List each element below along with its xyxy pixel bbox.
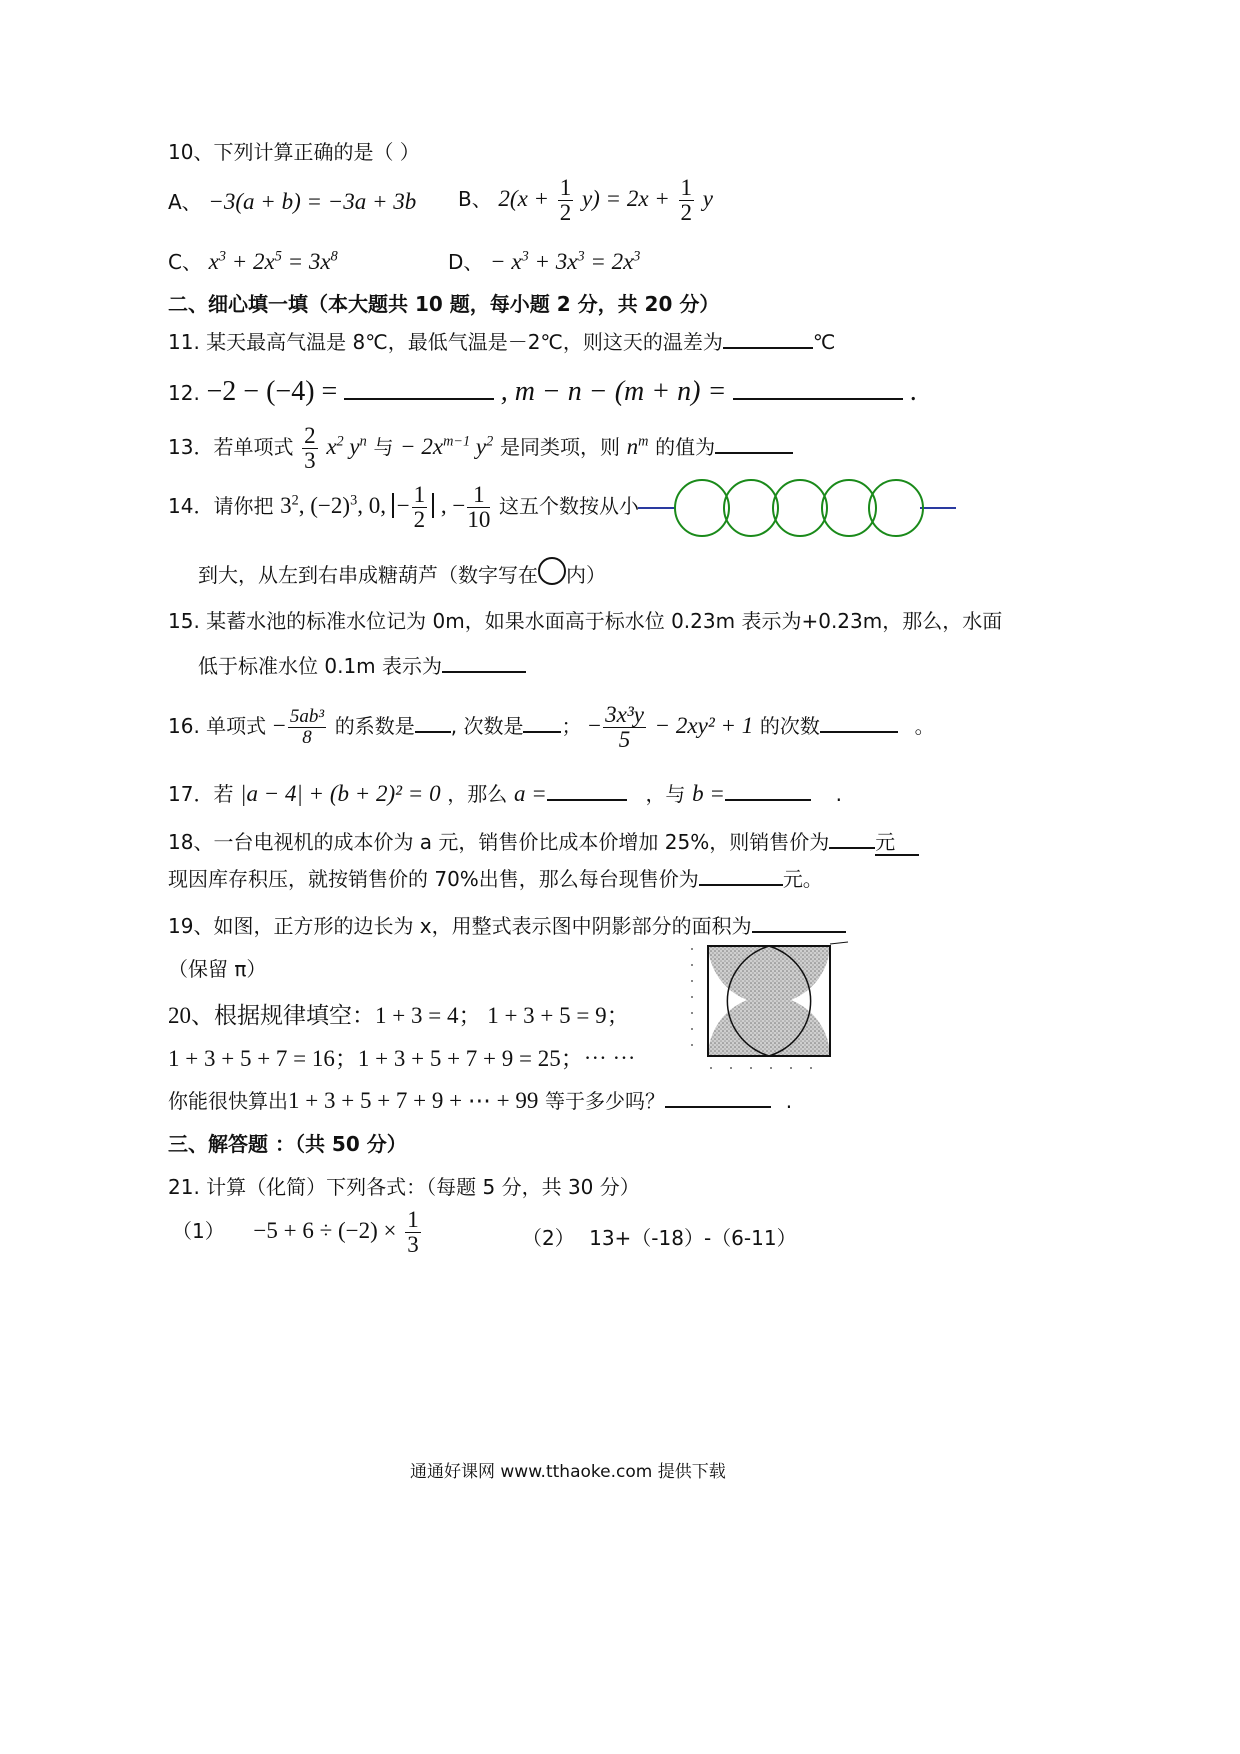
q16-mid-1: 的系数是 [334, 714, 415, 739]
q16-fraction-2: $\frac{\text{3x³y}}{5}$ [605, 702, 644, 753]
q13-post: 是同类项，则 [499, 435, 620, 460]
q20-line-3 [168, 1085, 792, 1114]
q21-p1-expr: −5 + 6 ÷ (−2) × [253, 1218, 397, 1244]
q17-expr: |a − 4| + (b + 2)² = 0 [240, 781, 441, 806]
q10-c-label: C、 [168, 250, 202, 274]
q17-blank-a[interactable] [547, 779, 627, 801]
q21-part-1 [172, 1208, 423, 1257]
q16-fraction-1: $\frac{\text{5ab³}}{8}$ [289, 706, 325, 749]
q13-power: $n^m$ [626, 433, 649, 460]
q19-line1-text: 19、如图，正方形的边长为 x，用整式表示图中阴影部分的面积为 [168, 914, 752, 938]
q12-end: . [909, 376, 917, 407]
q16-blank-poly-degree[interactable] [820, 711, 898, 733]
shaded-region-bottom [708, 996, 830, 1056]
q20-line3-pre: 你能很快算出 [168, 1089, 288, 1113]
q16-mid-2: , 次数是 [450, 714, 524, 739]
q11-text: 11. 某天最高气温是 8℃，最低气温是－2℃，则这天的温差为 [168, 330, 723, 354]
q17-mid-2: ，与 [645, 782, 686, 806]
corner-tick [830, 942, 848, 944]
q19-line-1 [168, 910, 846, 939]
gourd-circle-2[interactable] [724, 480, 778, 536]
shaded-region-top [708, 946, 830, 1004]
q16-mid-3: ； [561, 714, 582, 739]
section-3-heading: 三、解答题 ：（共 50 分） [168, 1132, 407, 1156]
q12-number: 12. [168, 381, 200, 405]
q20-line3-post: 等于多少吗？ [545, 1089, 666, 1113]
q21-p2-expr: 13+（-18）-（6-11） [589, 1226, 797, 1250]
q18-line1-text: 18、一台电视机的成本价为 a 元，销售价比成本价增加 25%，则销售价为 [168, 830, 830, 854]
q12-expr-1: −2 − (−4) = [206, 376, 338, 407]
q14-numbers: $3^2$, $(-2)^3$, 0, [280, 492, 392, 518]
q16: 16. 单项式 − $\frac{\text{5ab³}}{8}$ 的系数是 , 次数是 ； − $\frac{\text{3x³y}}{5}$ − 2xy² + 1 的次数 。 [168, 702, 935, 753]
q18-unit-2: 元。 [782, 867, 823, 891]
q10-option-a [168, 186, 416, 215]
square-shaded-area-figure [682, 938, 852, 1078]
q20-line-2: 1 + 3 + 5 + 7 = 16；1 + 3 + 5 + 7 + 9 = 25；⋯ ⋯ [168, 1046, 636, 1071]
q13-mid: 与 [373, 435, 394, 460]
q11-unit: ℃ [812, 330, 836, 354]
q14-pre: 14．请你把 [168, 493, 274, 518]
q21-p2-label: （2） [522, 1226, 575, 1250]
q19-line-2: （保留 π） [168, 957, 267, 981]
q16-mid-5: 的次数 [759, 714, 820, 739]
q14-last-number: , − $\frac{1}{10}$ [440, 482, 491, 533]
gourd-circle-3[interactable] [773, 480, 827, 536]
gourd-circle-4[interactable] [822, 480, 876, 536]
q17-a: a = [513, 781, 547, 806]
q20-line3-expr: 1 + 3 + 5 + 7 + 9 + ⋯ + 99 [288, 1088, 539, 1113]
q18-line-1 [168, 826, 919, 855]
q16-blank-coefficient[interactable] [415, 711, 451, 733]
gourd-circle-5[interactable] [869, 480, 923, 536]
q14-line-1 [168, 483, 639, 532]
q10-d-label: D、 [448, 250, 484, 274]
q13-tail: 的值为 [655, 435, 716, 460]
q18-blank-1[interactable] [829, 827, 875, 849]
q10-b-fraction-2: $\frac{1}{2}$ [680, 175, 692, 226]
q21-p1-fraction: $\frac{1}{3}$ [407, 1207, 419, 1258]
q17 [168, 778, 842, 807]
q10-d-expr: − $x^3 + 3x^3 = 2x^3$ [490, 248, 641, 274]
q16-polynomial-rest: − 2xy² + 1 [654, 713, 754, 739]
q10-c-expr: $x^3 + 2x^5 = 3x^8$ [208, 248, 338, 274]
q11 [168, 326, 835, 355]
q17-b: b = [692, 781, 725, 806]
q14-circle-icon [538, 557, 566, 585]
q18-blank-2[interactable] [699, 864, 783, 886]
q16-blank-degree[interactable] [523, 711, 561, 733]
q10-a-expr: −3(a + b) = −3a + 3b [208, 189, 417, 214]
q15-line-1: 15. 某蓄水池的标准水位记为 0m，如果水面高于标水位 0.23m 表示为+0.23m，那么，水面 [168, 609, 1003, 633]
q14-line-2 [198, 557, 606, 588]
q12-blank-1[interactable] [344, 378, 494, 400]
q18-unit-1: 元 [875, 830, 919, 856]
q10-b-pre: 2(x + [498, 186, 550, 212]
q10-option-c [168, 246, 338, 275]
q20-end: . [785, 1089, 793, 1113]
q21-p1-label: （1） [172, 1219, 225, 1244]
q10-b-label: B、 [458, 187, 492, 212]
tanghulu-diagram [638, 478, 958, 542]
q21-part-2 [522, 1222, 797, 1251]
q12-blank-2[interactable] [733, 378, 903, 400]
q15-line2-text: 低于标准水位 0.1m 表示为 [198, 654, 443, 678]
q17-mid-1: ，那么 [447, 782, 508, 806]
q10-option-b [458, 176, 713, 225]
section-2-heading: 二、细心填一填（本大题共 10 题，每小题 2 分，共 20 分） [168, 292, 720, 316]
q18-line-2 [168, 863, 823, 892]
gourd-circle-1[interactable] [675, 480, 729, 536]
q10-b-post: y [702, 186, 713, 212]
q16-end: 。 [914, 714, 935, 739]
q21-stem: 21. 计算（化简）下列各式：（每题 5 分，共 30 分） [168, 1175, 640, 1199]
q13-monomial-2: − $2x^{m-1}$ $y^2$ [400, 433, 494, 460]
q20-line-1: 20、根据规律填空：1 + 3 = 4； 1 + 3 + 5 = 9； [168, 1003, 630, 1028]
q18-line2-text: 现因库存积压，就按销售价的 70%出售，那么每台现售价为 [168, 867, 699, 891]
q14-line2-post: 内） [566, 563, 606, 587]
q10-b-fraction-1: $\frac{1}{2}$ [559, 175, 572, 226]
q12-expr-2: , m − n − (m + n) = [500, 376, 727, 407]
q13-monomial-1: $x^2$ $y^n$ [326, 433, 367, 460]
q13-blank[interactable] [715, 432, 793, 454]
q13 [168, 424, 793, 473]
q15-blank[interactable] [442, 651, 526, 673]
q15-line-2 [198, 650, 526, 679]
q11-blank[interactable] [723, 327, 813, 349]
q17-blank-b[interactable] [725, 779, 811, 801]
q10-stem: 10、下列计算正确的是（ ） [168, 140, 420, 164]
q10-option-d [448, 246, 640, 275]
q13-fraction: $\frac{2}{3}$ [304, 423, 316, 474]
q10-b-mid: y) = 2x + [581, 186, 670, 212]
q13-pre: 13．若单项式 [168, 435, 294, 460]
q19-blank[interactable] [752, 911, 846, 933]
q17-end: . [835, 782, 842, 806]
q17-pre: 17．若 [168, 782, 234, 806]
q14-line2-pre: 到大，从左到右串成糖葫芦（数字写在 [198, 563, 538, 587]
q14-post: 这五个数按从小 [499, 493, 640, 518]
q16-pre: 16. 单项式 [168, 714, 267, 739]
footer-credit: 通通好课网 www.tthaoke.com 提供下载 [410, 1462, 726, 1482]
q10-a-label: A、 [168, 190, 202, 214]
q12 [168, 376, 917, 408]
q14-abs-value: − $\frac{1}{2}$ [392, 493, 434, 518]
q20-blank[interactable] [665, 1086, 771, 1108]
